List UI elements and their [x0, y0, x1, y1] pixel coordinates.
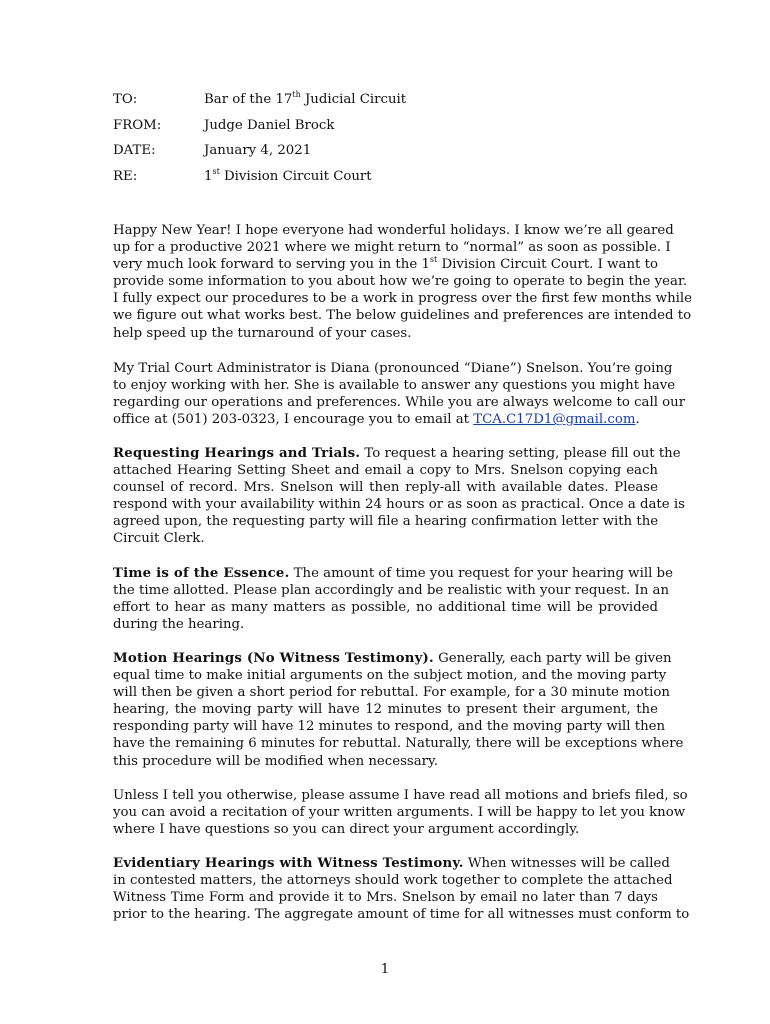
heading-time-essence: Time is of the Essence.	[113, 566, 290, 581]
paragraph-motion-hearings: Motion Hearings (No Witness Testimony). Generally, each party will be given equal time to make initial arguments on the subject motion, and the moving party will then be given a short period for rebuttal. For example, for a 30 minute motion hearing, the moving party will have 12 minutes to present their argument, the responding party will have 12 minutes to respond, and the moving party will then have the remaining 6 minutes for rebuttal. Naturally, there will be exceptions where this procedure will be modified when necessary.	[113, 651, 684, 769]
memo-date-value: January 4, 2021	[204, 143, 312, 159]
memo-re-row	[113, 166, 406, 195]
paragraph-trial-court-administrator: My Trial Court Administrator is Diana (pronounced “Diane”) Snelson. You’re going to enjoy working with her. She is available to answer any questions you might have regarding our operations and preferences. While you are always welcome to call our office at (501) 203-0323, I encourage you to email at TCA.C17D1@gmail.com.	[113, 361, 686, 428]
email-link[interactable]: TCA.C17D1@gmail.com	[473, 412, 636, 428]
memo-to-value: Bar of the 17th Judicial Circuit	[204, 89, 407, 107]
memo-from-value: Judge Daniel Brock	[204, 117, 335, 133]
heading-requesting-hearings: Requesting Hearings and Trials.	[113, 446, 361, 461]
paragraph-motions-read: Unless I tell you otherwise, please assume I have read all motions and briefs filed, so you can avoid a recitation of your written arguments. I will be happy to let you know where I have questions so you can direct your argument accordingly.	[113, 788, 688, 838]
memo-date-row	[113, 143, 406, 169]
memo-date-label: DATE:	[113, 143, 156, 159]
memo-to-label: TO:	[113, 92, 138, 107]
paragraph-time-essence: Time is of the Essence. The amount of time you request for your hearing will be the time allotted. Please plan accordingly and be realistic with your request. In an effort to hear as many matters as possible, no additional time will be provided during the hearing.	[113, 566, 673, 633]
heading-evidentiary-hearings: Evidentiary Hearings with Witness Testimony.	[113, 856, 464, 871]
memo-re-label: RE:	[113, 169, 138, 185]
paragraph-greeting: Happy New Year! I hope everyone had wonderful holidays. I know we’re all geared up for a productive 2021 where we might return to “normal” as soon as possible. I very much look forward to serving you in the 1st Division Circuit Court. I want to provide some information to you about how we’re going to operate to begin the year. I fully expect our procedures to be a work in progress over the first few months while we figure out what works best. The below guidelines and preferences are intended to help speed up the turnaround of your cases.	[113, 223, 693, 341]
memo-re-value: 1st Division Circuit Court	[204, 166, 372, 185]
paragraph-evidentiary-hearings: Evidentiary Hearings with Witness Testimony. When witnesses will be called in contested matters, the attorneys should work together to complete the attached Witness Time Form and provide it to Mrs. Snelson by email no later than 7 days prior to the hearing. The aggregate amount of time for all witnesses must conform to	[113, 856, 690, 923]
paragraph-requesting-hearings: Requesting Hearings and Trials. To request a hearing setting, please fill out the attached Hearing Setting Sheet and email a copy to Mrs. Snelson copying each counsel of record. Mrs. Snelson will then reply-all with available dates. Please respond with your availability within 24 hours or as soon as practical. Once a date is agreed upon, the requesting party will file a hearing confirmation letter with the Circuit Clerk.	[113, 446, 685, 547]
memo-header	[113, 89, 407, 195]
heading-motion-hearings: Motion Hearings (No Witness Testimony).	[113, 651, 434, 666]
memo-from-label: FROM:	[113, 117, 162, 133]
memo-from-row	[113, 118, 406, 144]
page-number: 1	[380, 962, 390, 977]
memo-to-row	[113, 89, 407, 118]
